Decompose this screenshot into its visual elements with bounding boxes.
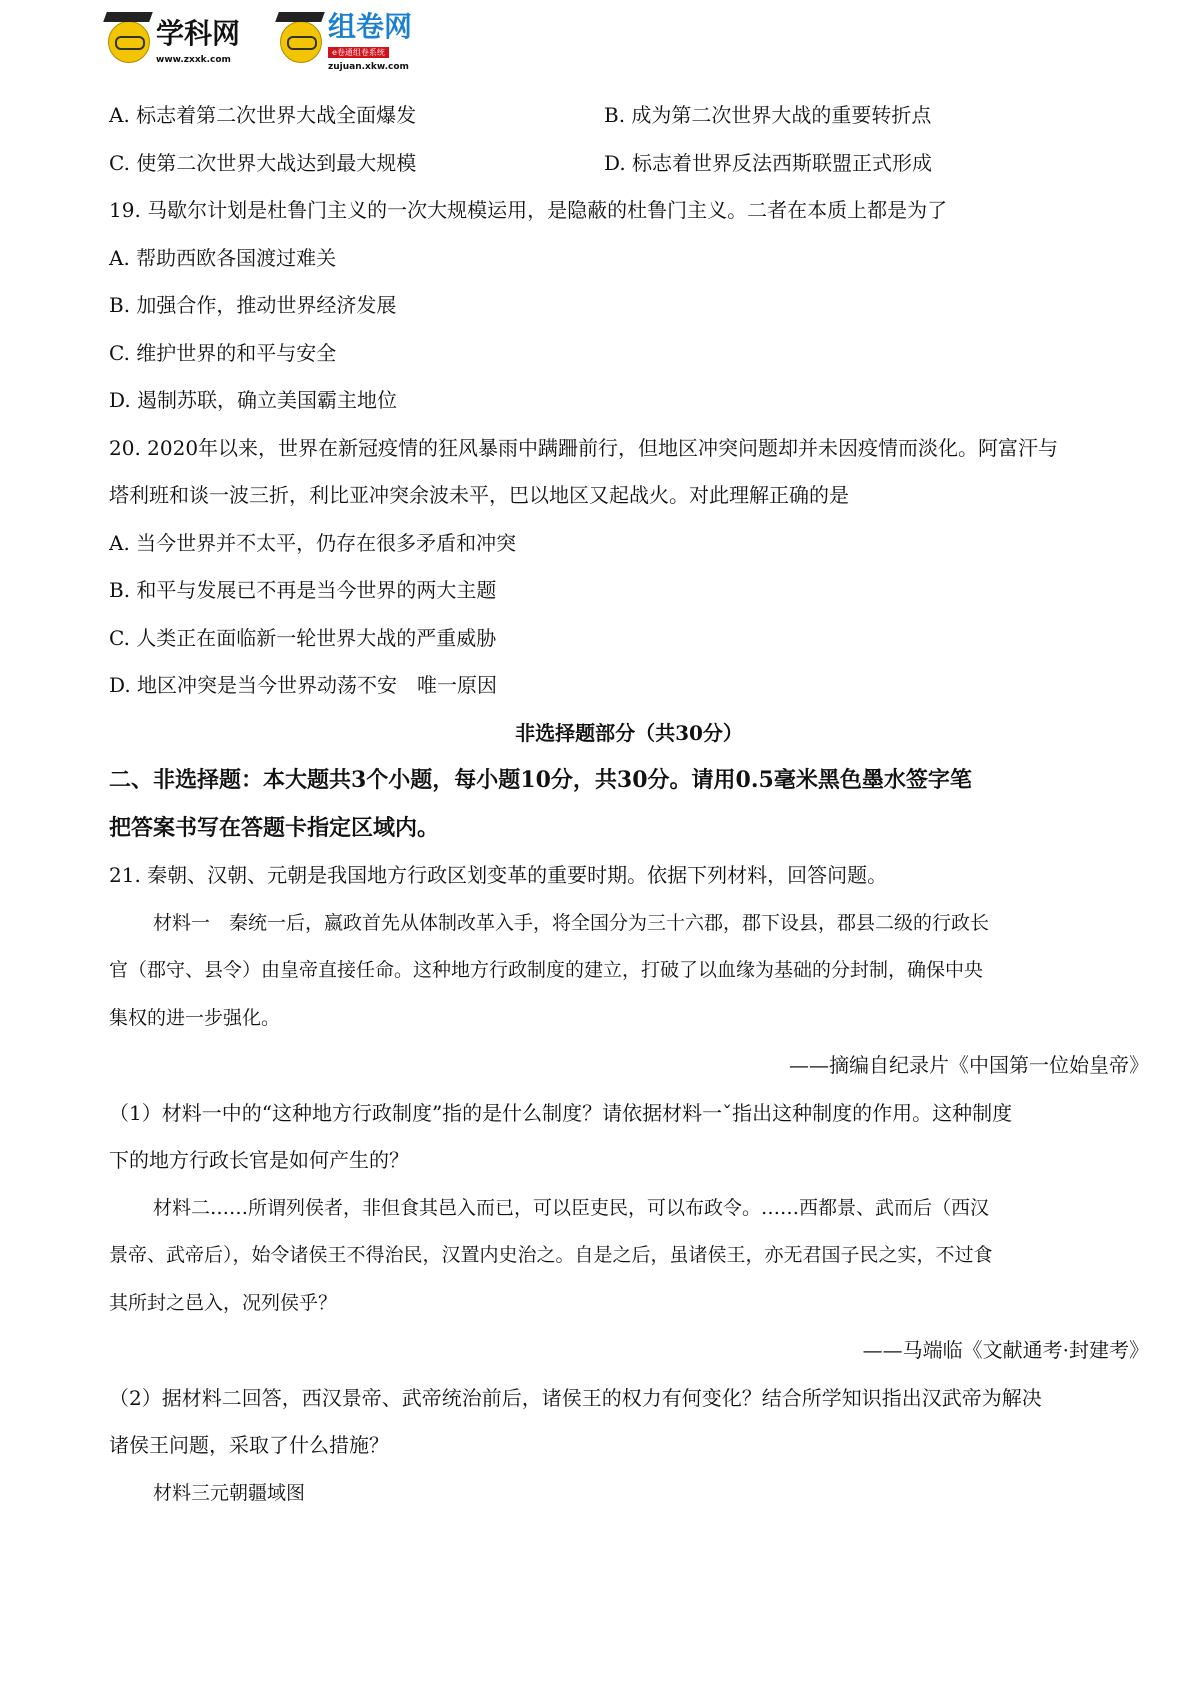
material-2-end: 其所封之邑入，况列侯乎？ <box>109 1291 338 1314</box>
logo-url: www.zxxk.com <box>156 55 231 65</box>
mascot-icon <box>108 21 150 63</box>
q21-sub2: （2）据材料二回答，西汉景帝、武帝统治前后，诸侯王的权力有何变化？结合所学知识指出汉武帝为解决 <box>109 1385 1042 1410</box>
material-1-end: 集权的进一步强化。 <box>109 1006 281 1029</box>
logo-tag: e卷通组卷系统 <box>328 47 389 58</box>
section-instructions: 二、非选择题：本大题共3个小题，每小题10分，共30分。请用0.5毫米黑色墨水签字笔 <box>109 767 972 793</box>
material-1-source: ——摘编自纪录片《中国第一位始皇帝》 <box>789 1053 1149 1077</box>
q21-sub1: （1）材料一中的“这种地方行政制度”指的是什么制度？请依据材料一ˇ指出这种制度的作用。这种制度 <box>109 1100 1013 1125</box>
q21-sub1-cont: 下的地方行政长官是如何产生的？ <box>109 1148 409 1172</box>
material-2-cont: 景帝、武帝后），始令诸侯王不得治民，汉置内史治之。自是之后，虽诸侯王，亦无君国子民之实，不过食 <box>109 1244 993 1266</box>
header-logos <box>108 10 412 73</box>
logo-name: 学科网 <box>156 17 241 50</box>
material-2-source: ——马端临《文献通考·封建考》 <box>862 1338 1149 1362</box>
q19-option-d: D. 遏制苏联，确立美国霸主地位 <box>109 388 398 412</box>
q18-options-row1 <box>109 92 1149 140</box>
q20-option-c: C. 人类正在面临新一轮世界大战的严重威胁 <box>109 625 497 650</box>
section-title: 非选择题部分（共30分） <box>515 720 743 745</box>
q21-sub2-cont: 诸侯王问题，采取了什么措施？ <box>109 1433 389 1457</box>
option-d: D. 标志着世界反法西斯联盟正式形成 <box>604 150 933 175</box>
q19-option-b: B. 加强合作，推动世界经济发展 <box>109 293 397 317</box>
material-3-label: 材料三元朝疆域图 <box>153 1481 306 1504</box>
q20-option-a: A. 当今世界并不太平，仍存在很多矛盾和冲突 <box>109 530 517 555</box>
option-b: B. 成为第二次世界大战的重要转折点 <box>604 103 932 127</box>
zxxk-logo <box>108 17 240 66</box>
exam-content <box>109 92 1149 1517</box>
option-c: C. 使第二次世界大战达到最大规模 <box>109 150 417 175</box>
option-a: A. 标志着第二次世界大战全面爆发 <box>109 103 417 127</box>
q19-option-a: A. 帮助西欧各国渡过难关 <box>109 245 337 270</box>
logo-name: 组卷网 <box>328 10 413 43</box>
q18-options-row2 <box>109 140 1149 188</box>
q20-option-d: D. 地区冲突是当今世界动荡不安 唯一原因 <box>109 673 498 697</box>
material-2: 材料二……所谓列侯者，非但食其邑入而已，可以臣吏民，可以布政令。……西都景、武而后（西汉 <box>153 1196 990 1219</box>
q19-stem: 19. 马歇尔计划是杜鲁门主义的一次大规模运用，是隐蔽的杜鲁门主义。二者在本质上都是为了 <box>109 198 948 222</box>
q20-stem: 20. 2020年以来，世界在新冠疫情的狂风暴雨中蹒跚前行，但地区冲突问题却并未因疫情而淡化。阿富汗与 <box>109 435 1059 460</box>
q19-option-c: C. 维护世界的和平与安全 <box>109 340 337 365</box>
material-1: 材料一 秦统一后，嬴政首先从体制改革入手，将全国分为三十六郡，郡下设县，郡县二级的行政长 <box>153 911 990 934</box>
section-instructions-cont: 把答案书写在答题卡指定区域内。 <box>109 814 440 841</box>
q20-option-b: B. 和平与发展已不再是当今世界的两大主题 <box>109 578 497 602</box>
q21-stem: 21. 秦朝、汉朝、元朝是我国地方行政区划变革的重要时期。依据下列材料，回答问题。 <box>109 863 888 887</box>
q20-stem-cont: 塔利班和谈一波三折，利比亚冲突余波未平，巴以地区又起战火。对此理解正确的是 <box>109 483 849 507</box>
zujuan-logo <box>280 10 412 73</box>
material-1-cont: 官（郡守、县令）由皇帝直接任命。这种地方行政制度的建立，打破了以血缘为基础的分封制，确保中央 <box>109 959 984 981</box>
logo-url: zujuan.xkw.com <box>328 62 409 72</box>
mascot-icon <box>280 21 322 63</box>
